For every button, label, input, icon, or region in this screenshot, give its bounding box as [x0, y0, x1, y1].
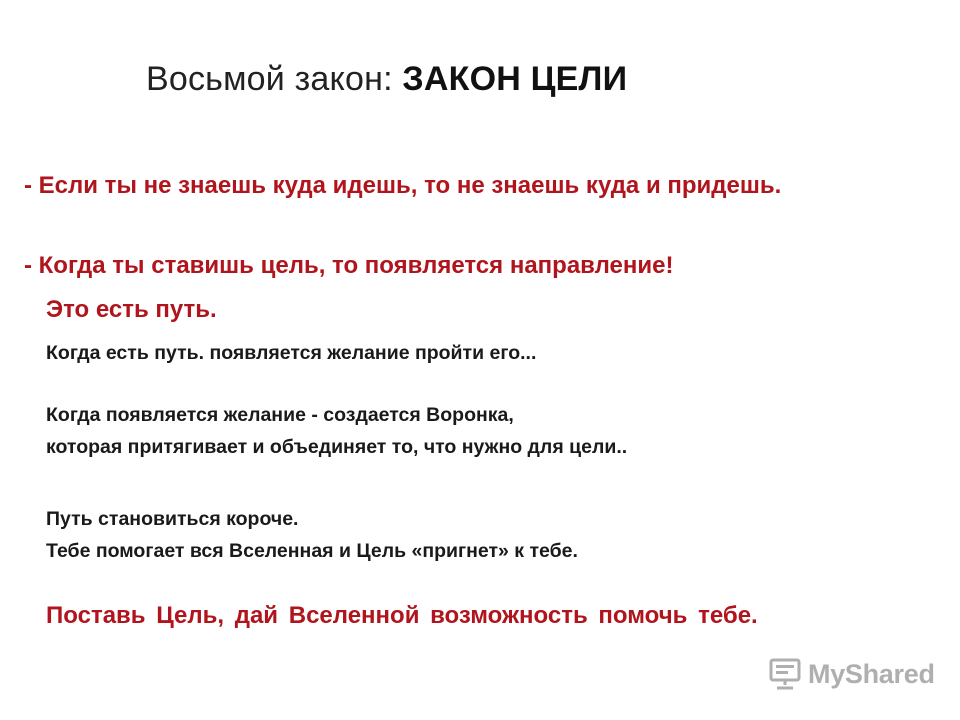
red-statement-1: - Если ты не знаешь куда идешь, то не знаешь куда и придешь.: [24, 172, 782, 199]
red-statement-3: Это есть путь.: [46, 296, 217, 323]
body-line-4: Путь становиться короче.: [46, 508, 299, 530]
body-line-2: Когда появляется желание - создается Воронка,: [46, 404, 514, 426]
body-line-3: которая притягивает и объединяет то, что нужно для цели..: [46, 436, 628, 458]
myshared-watermark: [768, 656, 935, 692]
watermark-text: MyShared: [808, 658, 935, 689]
slide-title: [146, 60, 627, 99]
title-emphasis: ЗАКОН ЦЕЛИ: [402, 60, 628, 98]
red-statement-2: - Когда ты ставишь цель, то появляется направление!: [24, 252, 674, 279]
presentation-board-icon: [768, 658, 802, 690]
closing-statement: Поставь Цель, дай Вселенной возможность помочь тебе.: [46, 602, 758, 629]
title-prefix: Восьмой закон:: [146, 60, 403, 98]
body-line-5: Тебе помогает вся Вселенная и Цель «пригнет» к тебе.: [46, 540, 578, 562]
body-line-1: Когда есть путь. появляется желание пройти его...: [46, 342, 537, 364]
